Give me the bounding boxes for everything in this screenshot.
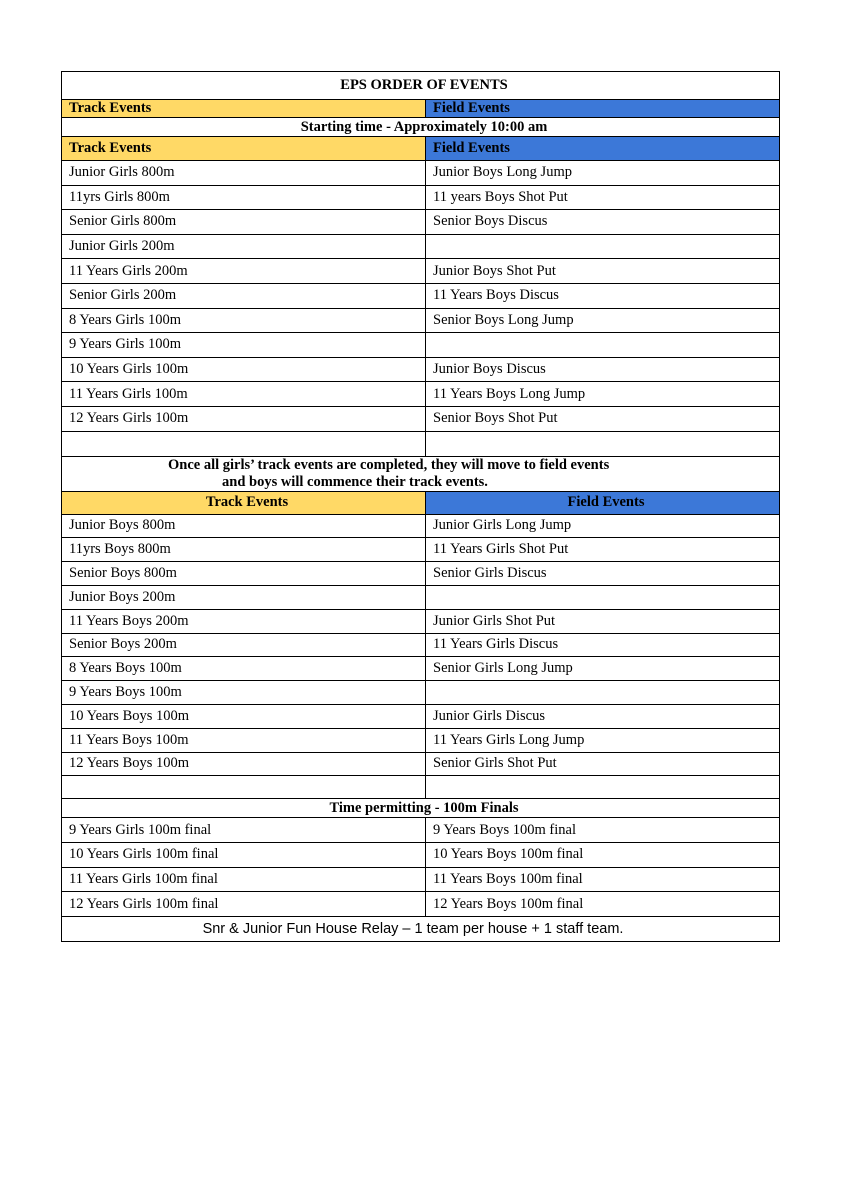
girls-track-section: [62, 161, 780, 432]
table-row: [62, 514, 780, 538]
boys-field-header: Field Events: [426, 491, 780, 514]
track-event-cell: 11 Years Girls 100m: [62, 382, 426, 407]
track-event-cell: 9 Years Boys 100m: [62, 681, 426, 705]
empty-cell: [62, 431, 426, 456]
table-row: [62, 161, 780, 186]
field-event-cell: Junior Girls Discus: [426, 704, 780, 728]
track-event-cell: Junior Boys 800m: [62, 514, 426, 538]
table-row: [62, 609, 780, 633]
track-event-cell: Junior Girls 200m: [62, 234, 426, 259]
field-event-cell: Junior Boys Shot Put: [426, 259, 780, 284]
table-row: [62, 185, 780, 210]
starting-time-note: Starting time - Approximately 10:00 am: [62, 118, 780, 137]
field-event-cell: 11 years Boys Shot Put: [426, 185, 780, 210]
field-event-cell: [426, 234, 780, 259]
switch-note: [62, 456, 780, 491]
finals-note: Time permitting - 100m Finals: [62, 799, 780, 818]
boys-final-cell: 12 Years Boys 100m final: [426, 892, 780, 917]
boys-track-section: [62, 514, 780, 776]
field-event-cell: Senior Boys Long Jump: [426, 308, 780, 333]
field-event-cell: Senior Boys Discus: [426, 210, 780, 235]
track-event-cell: 10 Years Boys 100m: [62, 704, 426, 728]
table-row: [62, 562, 780, 586]
field-event-cell: Senior Boys Shot Put: [426, 406, 780, 431]
track-event-cell: 11 Years Girls 200m: [62, 259, 426, 284]
switch-note-line: and boys will commence their track events.: [222, 473, 488, 490]
track-event-cell: 12 Years Girls 100m: [62, 406, 426, 431]
table-row: [62, 842, 780, 867]
field-events-header: Field Events: [426, 100, 780, 118]
field-event-cell: Junior Girls Long Jump: [426, 514, 780, 538]
table-row: [62, 538, 780, 562]
order-of-events-table: [61, 71, 780, 942]
track-event-cell: 9 Years Girls 100m: [62, 333, 426, 358]
field-event-cell: 11 Years Girls Discus: [426, 633, 780, 657]
field-event-cell: Junior Boys Long Jump: [426, 161, 780, 186]
field-event-cell: 11 Years Girls Shot Put: [426, 538, 780, 562]
table-row: [62, 704, 780, 728]
field-event-cell: Senior Girls Long Jump: [426, 657, 780, 681]
field-event-cell: [426, 333, 780, 358]
finals-section: [62, 818, 780, 917]
empty-cell: [62, 776, 426, 799]
field-event-cell: [426, 585, 780, 609]
document-title: EPS ORDER OF EVENTS: [62, 72, 780, 100]
girls-track-header: Track Events: [62, 137, 426, 161]
field-event-cell: 11 Years Boys Long Jump: [426, 382, 780, 407]
track-event-cell: Senior Girls 800m: [62, 210, 426, 235]
track-event-cell: 8 Years Boys 100m: [62, 657, 426, 681]
track-event-cell: 10 Years Girls 100m: [62, 357, 426, 382]
boys-track-header: Track Events: [62, 491, 426, 514]
boys-final-cell: 11 Years Boys 100m final: [426, 867, 780, 892]
table-row: [62, 308, 780, 333]
switch-note-line: Once all girls’ track events are completed, they will move to field events: [168, 456, 610, 473]
table-row: [62, 234, 780, 259]
track-event-cell: 11yrs Girls 800m: [62, 185, 426, 210]
track-event-cell: Senior Boys 800m: [62, 562, 426, 586]
field-event-cell: 11 Years Boys Discus: [426, 283, 780, 308]
table-row: [62, 633, 780, 657]
table-row: [62, 818, 780, 843]
table-row: [62, 752, 780, 776]
field-event-cell: Senior Girls Shot Put: [426, 752, 780, 776]
empty-cell: [426, 776, 780, 799]
field-event-cell: 11 Years Girls Long Jump: [426, 728, 780, 752]
table-row: [62, 382, 780, 407]
girls-final-cell: 12 Years Girls 100m final: [62, 892, 426, 917]
field-event-cell: Junior Girls Shot Put: [426, 609, 780, 633]
track-event-cell: 11 Years Boys 100m: [62, 728, 426, 752]
table-row: [62, 681, 780, 705]
empty-cell: [426, 431, 780, 456]
table-row: [62, 585, 780, 609]
table-row: [62, 406, 780, 431]
table-row: [62, 867, 780, 892]
relay-note-text: Snr & Junior Fun House Relay – 1 team per house + 1 staff team.: [202, 921, 624, 938]
track-event-cell: Senior Girls 200m: [62, 283, 426, 308]
boys-final-cell: 9 Years Boys 100m final: [426, 818, 780, 843]
table-row: [62, 357, 780, 382]
table-row: [62, 210, 780, 235]
girls-final-cell: 11 Years Girls 100m final: [62, 867, 426, 892]
table-row: [62, 259, 780, 284]
track-events-header: Track Events: [62, 100, 426, 118]
relay-note: [62, 917, 780, 942]
track-event-cell: Senior Boys 200m: [62, 633, 426, 657]
boys-final-cell: 10 Years Boys 100m final: [426, 842, 780, 867]
field-event-cell: Senior Girls Discus: [426, 562, 780, 586]
field-event-cell: Junior Boys Discus: [426, 357, 780, 382]
table-row: [62, 892, 780, 917]
table-row: [62, 728, 780, 752]
table-row: [62, 333, 780, 358]
girls-final-cell: 10 Years Girls 100m final: [62, 842, 426, 867]
girls-final-cell: 9 Years Girls 100m final: [62, 818, 426, 843]
girls-field-header: Field Events: [426, 137, 780, 161]
track-event-cell: 11 Years Boys 200m: [62, 609, 426, 633]
track-event-cell: Junior Girls 800m: [62, 161, 426, 186]
track-event-cell: Junior Boys 200m: [62, 585, 426, 609]
track-event-cell: 12 Years Boys 100m: [62, 752, 426, 776]
track-event-cell: 11yrs Boys 800m: [62, 538, 426, 562]
field-event-cell: [426, 681, 780, 705]
track-event-cell: 8 Years Girls 100m: [62, 308, 426, 333]
table-row: [62, 657, 780, 681]
table-row: [62, 283, 780, 308]
